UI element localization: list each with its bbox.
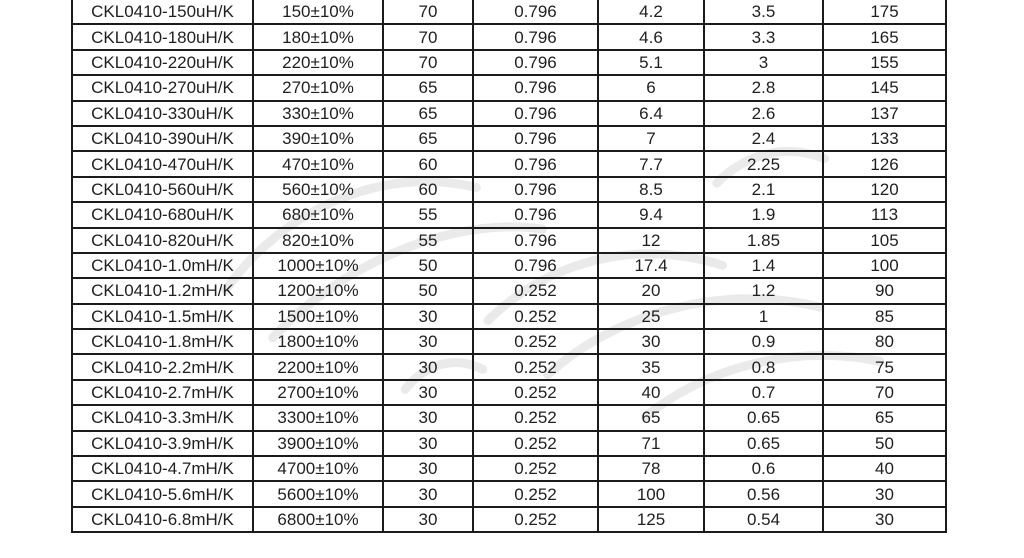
value-cell: 6800±10% — [253, 507, 383, 532]
value-cell: 0.7 — [704, 380, 823, 405]
table-row — [72, 75, 946, 100]
part-number-cell: CKL0410-1.5mH/K — [72, 304, 253, 329]
value-cell: 560±10% — [253, 177, 383, 202]
value-cell: 0.796 — [473, 177, 598, 202]
value-cell: 0.796 — [473, 50, 598, 75]
value-cell: 7.7 — [598, 151, 704, 176]
value-cell: 20 — [598, 278, 704, 303]
value-cell: 0.796 — [473, 101, 598, 126]
value-cell: 30 — [383, 481, 473, 506]
table-row — [72, 380, 946, 405]
value-cell: 1 — [704, 304, 823, 329]
value-cell: 60 — [383, 151, 473, 176]
table-row — [72, 304, 946, 329]
value-cell: 100 — [598, 481, 704, 506]
value-cell: 70 — [383, 50, 473, 75]
part-number-cell: CKL0410-1.2mH/K — [72, 278, 253, 303]
part-number-cell: CKL0410-1.0mH/K — [72, 253, 253, 278]
value-cell: 40 — [598, 380, 704, 405]
value-cell: 71 — [598, 431, 704, 456]
value-cell: 35 — [598, 354, 704, 379]
value-cell: 65 — [383, 126, 473, 151]
value-cell: 1800±10% — [253, 329, 383, 354]
value-cell: 145 — [823, 75, 946, 100]
value-cell: 70 — [383, 0, 473, 24]
value-cell: 133 — [823, 126, 946, 151]
value-cell: 820±10% — [253, 228, 383, 253]
value-cell: 65 — [598, 405, 704, 430]
value-cell: 90 — [823, 278, 946, 303]
value-cell: 0.252 — [473, 304, 598, 329]
value-cell: 30 — [598, 329, 704, 354]
value-cell: 30 — [383, 329, 473, 354]
table-row — [72, 0, 946, 24]
value-cell: 30 — [383, 380, 473, 405]
part-number-cell: CKL0410-390uH/K — [72, 126, 253, 151]
value-cell: 0.252 — [473, 481, 598, 506]
value-cell: 0.65 — [704, 405, 823, 430]
value-cell: 390±10% — [253, 126, 383, 151]
value-cell: 0.252 — [473, 507, 598, 532]
part-number-cell: CKL0410-560uH/K — [72, 177, 253, 202]
value-cell: 0.8 — [704, 354, 823, 379]
value-cell: 0.252 — [473, 354, 598, 379]
value-cell: 113 — [823, 202, 946, 227]
value-cell: 0.6 — [704, 456, 823, 481]
part-number-cell: CKL0410-220uH/K — [72, 50, 253, 75]
value-cell: 0.796 — [473, 202, 598, 227]
value-cell: 1500±10% — [253, 304, 383, 329]
value-cell: 30 — [383, 431, 473, 456]
value-cell: 70 — [823, 380, 946, 405]
table-row — [72, 278, 946, 303]
value-cell: 0.9 — [704, 329, 823, 354]
value-cell: 0.252 — [473, 431, 598, 456]
value-cell: 65 — [823, 405, 946, 430]
part-number-cell: CKL0410-470uH/K — [72, 151, 253, 176]
table-row — [72, 329, 946, 354]
value-cell: 65 — [383, 101, 473, 126]
part-number-cell: CKL0410-3.3mH/K — [72, 405, 253, 430]
value-cell: 2.8 — [704, 75, 823, 100]
value-cell: 40 — [823, 456, 946, 481]
value-cell: 25 — [598, 304, 704, 329]
value-cell: 1000±10% — [253, 253, 383, 278]
value-cell: 60 — [383, 177, 473, 202]
value-cell: 2.25 — [704, 151, 823, 176]
value-cell: 165 — [823, 24, 946, 49]
value-cell: 30 — [383, 304, 473, 329]
table-row — [72, 354, 946, 379]
value-cell: 3900±10% — [253, 431, 383, 456]
part-number-cell: CKL0410-2.2mH/K — [72, 354, 253, 379]
value-cell: 0.796 — [473, 126, 598, 151]
value-cell: 0.252 — [473, 329, 598, 354]
value-cell: 0.65 — [704, 431, 823, 456]
value-cell: 1200±10% — [253, 278, 383, 303]
table-row — [72, 507, 946, 532]
table-row — [72, 456, 946, 481]
table-row — [72, 101, 946, 126]
part-number-cell: CKL0410-6.8mH/K — [72, 507, 253, 532]
part-number-cell: CKL0410-4.7mH/K — [72, 456, 253, 481]
value-cell: 70 — [383, 24, 473, 49]
value-cell: 0.252 — [473, 278, 598, 303]
value-cell: 125 — [598, 507, 704, 532]
part-number-cell: CKL0410-5.6mH/K — [72, 481, 253, 506]
part-number-cell: CKL0410-680uH/K — [72, 202, 253, 227]
value-cell: 0.796 — [473, 75, 598, 100]
value-cell: 30 — [383, 456, 473, 481]
value-cell: 50 — [383, 253, 473, 278]
value-cell: 9.4 — [598, 202, 704, 227]
value-cell: 100 — [823, 253, 946, 278]
table-row — [72, 24, 946, 49]
value-cell: 2.4 — [704, 126, 823, 151]
value-cell: 12 — [598, 228, 704, 253]
value-cell: 75 — [823, 354, 946, 379]
value-cell: 7 — [598, 126, 704, 151]
value-cell: 0.796 — [473, 0, 598, 24]
value-cell: 2200±10% — [253, 354, 383, 379]
value-cell: 0.796 — [473, 228, 598, 253]
value-cell: 270±10% — [253, 75, 383, 100]
value-cell: 0.56 — [704, 481, 823, 506]
value-cell: 0.796 — [473, 24, 598, 49]
value-cell: 0.252 — [473, 405, 598, 430]
value-cell: 175 — [823, 0, 946, 24]
value-cell: 30 — [383, 354, 473, 379]
table-row — [72, 253, 946, 278]
value-cell: 1.85 — [704, 228, 823, 253]
value-cell: 17.4 — [598, 253, 704, 278]
value-cell: 1.2 — [704, 278, 823, 303]
value-cell: 5.1 — [598, 50, 704, 75]
table-row — [72, 50, 946, 75]
value-cell: 3.5 — [704, 0, 823, 24]
table-row — [72, 177, 946, 202]
part-number-cell: CKL0410-150uH/K — [72, 0, 253, 24]
value-cell: 4.2 — [598, 0, 704, 24]
value-cell: 0.252 — [473, 380, 598, 405]
value-cell: 3.3 — [704, 24, 823, 49]
table-row — [72, 151, 946, 176]
value-cell: 137 — [823, 101, 946, 126]
value-cell: 55 — [383, 202, 473, 227]
value-cell: 2.1 — [704, 177, 823, 202]
value-cell: 470±10% — [253, 151, 383, 176]
value-cell: 80 — [823, 329, 946, 354]
value-cell: 120 — [823, 177, 946, 202]
value-cell: 150±10% — [253, 0, 383, 24]
value-cell: 85 — [823, 304, 946, 329]
value-cell: 2.6 — [704, 101, 823, 126]
part-number-cell: CKL0410-1.8mH/K — [72, 329, 253, 354]
value-cell: 0.796 — [473, 253, 598, 278]
value-cell: 65 — [383, 75, 473, 100]
part-number-cell: CKL0410-270uH/K — [72, 75, 253, 100]
value-cell: 55 — [383, 228, 473, 253]
table-row — [72, 228, 946, 253]
value-cell: 50 — [383, 278, 473, 303]
value-cell: 78 — [598, 456, 704, 481]
part-number-cell: CKL0410-2.7mH/K — [72, 380, 253, 405]
value-cell: 0.54 — [704, 507, 823, 532]
value-cell: 1.4 — [704, 253, 823, 278]
value-cell: 30 — [383, 507, 473, 532]
part-number-cell: CKL0410-180uH/K — [72, 24, 253, 49]
value-cell: 6.4 — [598, 101, 704, 126]
value-cell: 0.796 — [473, 151, 598, 176]
value-cell: 6 — [598, 75, 704, 100]
table-row — [72, 405, 946, 430]
part-number-cell: CKL0410-820uH/K — [72, 228, 253, 253]
part-number-cell: CKL0410-330uH/K — [72, 101, 253, 126]
table-row — [72, 481, 946, 506]
value-cell: 5600±10% — [253, 481, 383, 506]
value-cell: 30 — [383, 405, 473, 430]
value-cell: 0.252 — [473, 456, 598, 481]
value-cell: 680±10% — [253, 202, 383, 227]
value-cell: 1.9 — [704, 202, 823, 227]
table-row — [72, 126, 946, 151]
value-cell: 2700±10% — [253, 380, 383, 405]
value-cell: 50 — [823, 431, 946, 456]
value-cell: 180±10% — [253, 24, 383, 49]
value-cell: 4.6 — [598, 24, 704, 49]
spec-table-body — [72, 0, 946, 532]
value-cell: 3 — [704, 50, 823, 75]
table-row — [72, 202, 946, 227]
value-cell: 8.5 — [598, 177, 704, 202]
value-cell: 220±10% — [253, 50, 383, 75]
value-cell: 155 — [823, 50, 946, 75]
value-cell: 3300±10% — [253, 405, 383, 430]
value-cell: 126 — [823, 151, 946, 176]
value-cell: 105 — [823, 228, 946, 253]
value-cell: 30 — [823, 481, 946, 506]
part-number-cell: CKL0410-3.9mH/K — [72, 431, 253, 456]
value-cell: 30 — [823, 507, 946, 532]
value-cell: 330±10% — [253, 101, 383, 126]
table-row — [72, 431, 946, 456]
value-cell: 4700±10% — [253, 456, 383, 481]
spec-table — [71, 0, 947, 533]
